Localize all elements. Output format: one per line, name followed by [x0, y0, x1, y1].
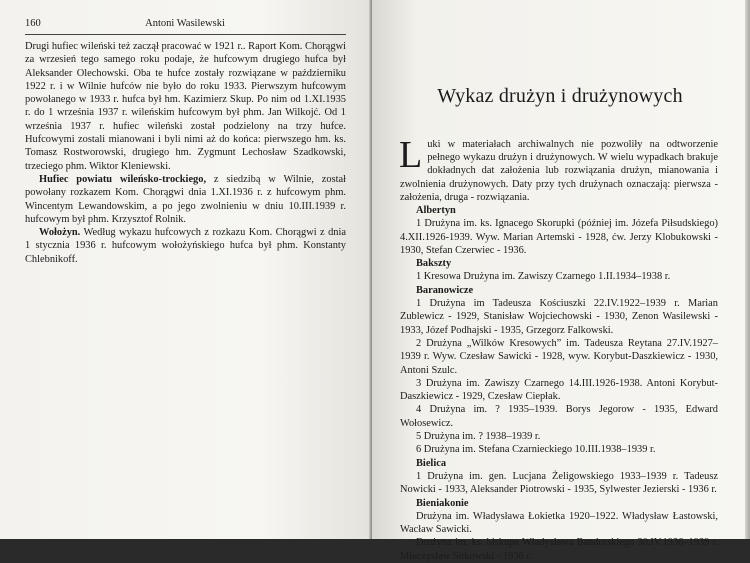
town-heading: Bielica — [416, 457, 447, 469]
paragraph — [25, 226, 346, 266]
team-list — [400, 204, 718, 563]
team-entry: 4 Drużyna im. ? 1935–1939. Borys Jegorow - 1935, Edward Wołosewicz. — [400, 404, 718, 429]
page-edge — [745, 0, 750, 539]
paragraph: Drugi hufiec wileński też zaczął pracować w 1921 r.. Raport Kom. Chorągwi za wrzesień tego samego roku podaje, że hufcowym drugiego hufca był Aleksander Olechowski. Oba te hufce zostały rozwiązane w październiku 1922 r. i w Wilnie hufców nie było do roku 1933. Pierwszym hufcowym powołanego w 1933 r. hufca był hm. Kazimierz Skup. Po nim od 1.XI.1935 r. do 1 września 1937 r. wileńskim hufcowym był phm. Jan Wilkojć. Od 1 września 1937 r. hufiec wileński został podzielony na trzy hufce. Hufcowymi zostali mianowani i byli nimi aż do końca: pierwszego hm. ks. Tomasz Rostworowski, drugiego hm. Zygmunt Lechosław Szadkowski, trzeciego phm. Wiktor Kleniewski. — [25, 41, 346, 172]
paragraph — [25, 173, 346, 226]
team-entry: 1 Drużyna im Tadeusza Kościuszki 22.IV.1922–1939 r. Marian Zublewicz - 1929, Stanisław Wojciechowski - 1930, Zenon Wasilewski - 1933, Józef Podhajski - 1935, Grzegorz Falkowski. — [400, 298, 718, 336]
paragraph-text: Według wykazu hufcowych z rozkazu Kom. Chorągwi z dnia 1 stycznia 1936 r. hufcowym wołożyńskiego hufca był phm. Konstanty Chlebnikoff. — [25, 227, 346, 265]
town-heading: Bieniakonie — [416, 497, 469, 509]
town-heading: Baranowicze — [416, 284, 474, 296]
team-entry: 5 Drużyna im. ? 1938–1939 r. — [416, 431, 541, 443]
town-heading: Bakszty — [416, 258, 452, 270]
team-entry: Drużyna im. ks. biskupa Władysława Bandurskiego 30.IV.1936–1939 r. Mieczysław Sitkowski - 1936 r. — [400, 537, 718, 562]
team-entry: 1 Drużyna im. ks. Ignacego Skorupki (później im. Józefa Piłsudskiego) 4.XII.1926-1939. Wyw. Marian Artemski - 1928, ćw. Jerzy Klobukowski - 1930, Stefan Czerwiec - 1936. — [400, 218, 718, 256]
team-entry: 1 Drużyna im. gen. Lucjana Żeligowskiego 1933–1939 r. Tadeusz Nowicki - 1933, Aleksander Piotrowski - 1935, Sylwester Jezierski - 1936 r. — [400, 470, 718, 496]
team-entry: 2 Drużyna „Wilków Kresowych” im. Tadeusza Reytana 27.IV.1927–1939 r. Wyw. Czesław Sawicki - 1928, wyw. Korybut-Daszkiewicz - 1930, Antoni Szulc. — [400, 337, 718, 376]
paragraph-lead: Hufiec powiatu wileńsko-trockiego, — [39, 173, 207, 185]
left-body-text — [25, 40, 346, 266]
left-page — [0, 0, 371, 539]
paragraph-lead: Wołożyn. — [39, 227, 81, 239]
drop-cap: L — [399, 134, 423, 176]
header-rule — [25, 34, 346, 35]
team-entry: 6 Drużyna im. Stefana Czarnieckiego 10.III.1938–1939 r. — [416, 444, 656, 456]
running-head-author: Antoni Wasilewski — [145, 18, 225, 29]
intro-paragraph — [399, 134, 718, 204]
team-entry: 3 Drużyna im. Zawiszy Czarnego 14.III.1926-1938. Antoni Korybut-Daszkiewicz - 1929, Czesław Ciepłak. — [400, 377, 718, 403]
chapter-title: Wykaz drużyn i drużynowych — [437, 85, 683, 107]
intro-text: uki w materiałach archiwalnych nie pozwoliły na odtworzenie pełnego wykazu drużyn i drużynowych. W wielu wypadkach brakuje dokładnych dat założenia lub rozwiązania drużyn, mianowania i zwolnienia drużynowych. Daty przy tych drużynach oznaczają: pierwsza - założenia, druga - rozwiązania. — [400, 139, 718, 203]
town-heading: Albertyn — [416, 205, 456, 216]
team-entry: 1 Kresowa Drużyna im. Zawiszy Czarnego 1.II.1934–1938 r. — [416, 271, 671, 283]
running-head — [25, 17, 345, 31]
page-number: 160 — [25, 18, 41, 29]
paragraph-text: z siedzibą w Wilnie, został powołany rozkazem Kom. Chorągwi dnia 1.XI.1936 r. z hufcowym phm. Wincentym Lewandowskim, a po jego zwolnieniu w dniu 10.III.1939 r. hufcowym był phm. Krzysztof Rolnik. — [25, 173, 347, 225]
team-entry: Drużyna im. Władysława Łokietka 1920–1922. Władysław Łastowski, Wacław Sawicki. — [400, 510, 718, 536]
